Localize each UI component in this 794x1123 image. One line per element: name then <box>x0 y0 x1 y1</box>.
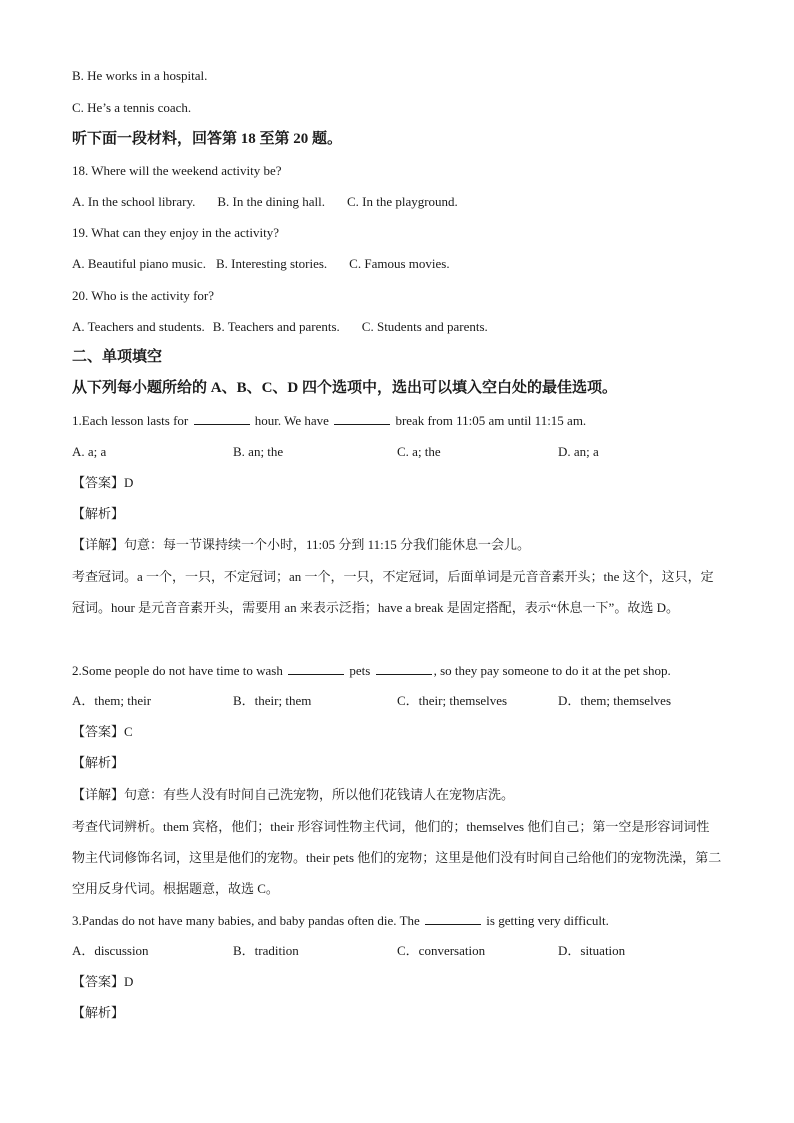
q1-option-c: C. a; the <box>397 444 441 459</box>
q1-option-a: A. a; a <box>72 444 107 459</box>
q1-stem: 1.Each lesson lasts for hour. We have break from 11:05 am until 11:15 am. <box>72 413 587 428</box>
section-instruction: 从下列每小题所给的 A、B、C、D 四个选项中，选出可以填入空白处的最佳选项。 <box>72 380 618 396</box>
q18-option-c: C. In the playground. <box>346 194 458 209</box>
q20-option-a: A. Teachers and students. <box>72 319 205 334</box>
q3-stem: 3.Pandas do not have many babies, and baby pandas often die. The is getting very difficult. <box>72 913 609 928</box>
q19-option-a: A. Beautiful piano music. <box>72 256 206 271</box>
q2-analysis-label: 【解析】 <box>72 755 125 770</box>
q2-detail: 【详解】句意：有些人没有时间自己洗宠物，所以他们花钱请人在宠物店洗。 <box>72 787 515 802</box>
q3-answer: 【答案】D <box>72 974 134 989</box>
q3-option-a: A．discussion <box>72 943 149 958</box>
q20-stem: 20. Who is the activity for? <box>72 288 215 303</box>
q19-stem: 19. What can they enjoy in the activity? <box>72 225 279 240</box>
q1-detail: 【详解】句意：每一节课持续一个小时，11:05 分到 11:15 分我们能休息一会儿。 <box>72 537 531 552</box>
q1-option-b: B. an; the <box>233 444 284 459</box>
q1-explanation: 考查冠词。a 一个，一只，不定冠词；an 一个，一只，不定冠词，后面单词是元音音素开头；the 这个，这只，定冠词。hour 是元音音素开头，需要用 an 来表示泛指；have a break 是固定搭配，表示“休息一下”。故选 D。 <box>72 569 714 615</box>
q1-analysis-label: 【解析】 <box>72 506 125 521</box>
q2-explanation: 考查代词辨析。them 宾格，他们；their 形容词性物主代词，他们的；themselves 他们自己；第一空是形容词词性物主代词修饰名词，这里是他们的宠物。their pets 他们的宠物；这里是他们没有时间自己给他们的宠物洗澡，第二空用反身代词。根据题意，故选 C。 <box>72 819 722 896</box>
blank <box>376 662 432 675</box>
q1-answer: 【答案】D <box>72 475 134 490</box>
q3-options <box>72 943 722 959</box>
listening-instruction: 听下面一段材料，回答第 18 至第 20 题。 <box>72 131 343 147</box>
q3-option-d: D．situation <box>558 943 626 958</box>
q2-option-d: D．them; themselves <box>558 693 672 708</box>
q3-option-b: B．tradition <box>233 943 299 958</box>
blank <box>425 912 481 925</box>
q19-option-b: B. Interesting stories. <box>215 256 328 271</box>
q19-options <box>72 256 450 272</box>
q19-option-c: C. Famous movies. <box>349 256 450 271</box>
q20-option-c: C. Students and parents. <box>361 319 488 334</box>
q1-option-d: D. an; a <box>558 444 599 459</box>
q3-analysis-label: 【解析】 <box>72 1005 125 1020</box>
blank <box>288 662 344 675</box>
blank <box>334 412 390 425</box>
q17-option-b: B. He works in a hospital. <box>72 68 208 83</box>
q3-option-c: C．conversation <box>397 943 486 958</box>
q18-stem: 18. Where will the weekend activity be? <box>72 163 282 178</box>
q2-option-c: C．their; themselves <box>397 693 508 708</box>
q20-options <box>72 319 488 335</box>
q2-option-b: B．their; them <box>233 693 312 708</box>
q2-options <box>72 693 722 709</box>
q2-stem: 2.Some people do not have time to wash pets , so they pay someone to do it at the pet shop. <box>72 663 671 678</box>
section-heading: 二、单项填空 <box>72 349 163 365</box>
q1-options <box>72 444 722 460</box>
q20-option-b: B. Teachers and parents. <box>212 319 340 334</box>
q18-option-a: A. In the school library. <box>72 194 196 209</box>
q2-answer: 【答案】C <box>72 724 133 739</box>
q17-option-c: C. He’s a tennis coach. <box>72 100 192 115</box>
q2-option-a: A．them; their <box>72 693 152 708</box>
q18-options <box>72 194 458 210</box>
q18-option-b: B. In the dining hall. <box>217 194 325 209</box>
blank <box>194 412 250 425</box>
